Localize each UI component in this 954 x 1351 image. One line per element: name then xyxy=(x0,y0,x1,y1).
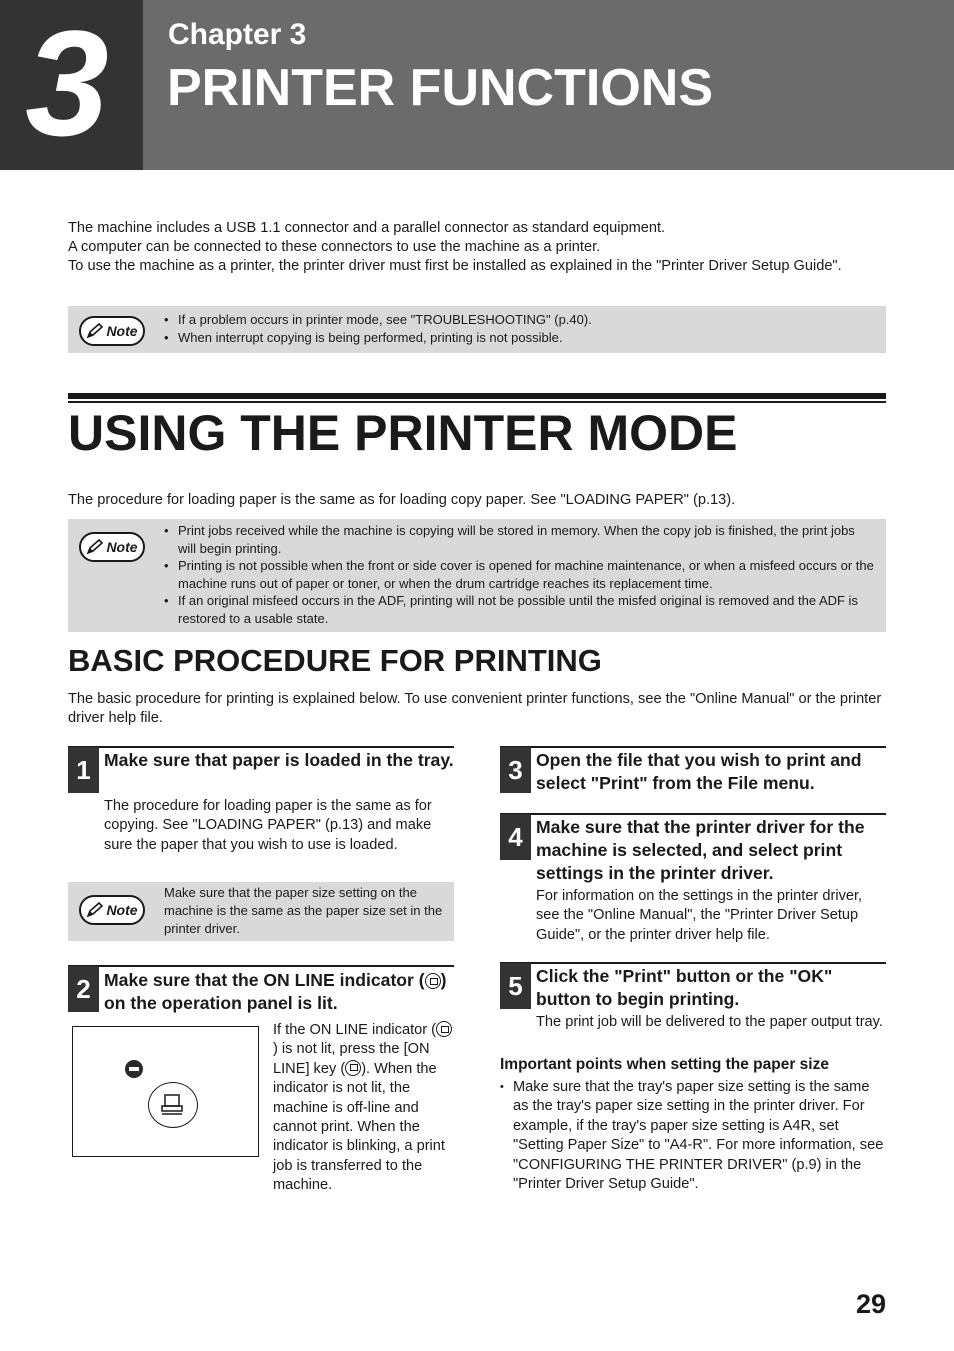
chapter-title: PRINTER FUNCTIONS xyxy=(167,59,713,117)
note-badge xyxy=(79,532,145,562)
step-rule xyxy=(500,813,886,815)
note-item: • Print jobs received while the machine is copying will be stored in memory. When the copy job is finished, the print jobs will begin printing. xyxy=(164,522,876,557)
step-title-part: Make sure that the ON LINE indicator ( xyxy=(104,970,425,990)
intro-paragraph xyxy=(68,219,886,277)
step-body: The print job will be delivered to the paper output tray. xyxy=(536,1014,883,1030)
step-title-part: ) on the operation panel is lit. xyxy=(104,970,447,1013)
chapter-label: Chapter 3 xyxy=(168,18,307,51)
step-rule xyxy=(68,746,454,748)
online-icon xyxy=(436,1021,452,1037)
online-indicator-icon xyxy=(125,1060,143,1078)
intro-line: The machine includes a USB 1.1 connector and a parallel connector as standard equipment. xyxy=(68,220,666,236)
step-rule xyxy=(500,746,886,748)
note-box xyxy=(68,882,454,941)
note-item: • If a problem occurs in printer mode, see "TROUBLESHOOTING" (p.40). xyxy=(164,311,874,329)
step-number: 3 xyxy=(500,747,531,793)
subsection-title: BASIC PROCEDURE FOR PRINTING xyxy=(68,643,602,678)
important-list xyxy=(500,1078,886,1194)
pencil-icon xyxy=(86,539,104,555)
section-rule xyxy=(68,393,886,399)
step-title: Open the file that you wish to print and select "Print" from the File menu. xyxy=(536,750,862,793)
important-heading: Important points when setting the paper size xyxy=(500,1056,829,1073)
section-title: USING THE PRINTER MODE xyxy=(68,405,738,461)
intro-line: A computer can be connected to these connectors to use the machine as a printer. xyxy=(68,239,601,256)
note-text: Make sure that the paper size setting on the machine is the same as the paper size set in the printer driver. xyxy=(164,885,443,936)
operation-panel-illustration xyxy=(72,1026,259,1157)
chapter-number: 3 xyxy=(25,0,105,167)
online-key-icon xyxy=(345,1060,361,1076)
step-body: The procedure for loading paper is the same as for copying. See "LOADING PAPER" (p.13) and make sure the paper that you wish to use is loaded. xyxy=(104,798,432,853)
note-badge xyxy=(79,895,145,925)
note-box xyxy=(68,519,886,632)
step-number: 4 xyxy=(500,814,531,860)
note-item: • If an original misfeed occurs in the ADF, printing will not be possible until the misfed original is removed and the ADF is restored to a usable state. xyxy=(164,592,876,627)
step-number: 5 xyxy=(500,963,531,1009)
important-item: • Make sure that the tray's paper size setting is the same as the tray's paper size setting in the printer driver. For example, if the tray's paper size setting is A4R, set "Setting Paper Size" to "A4-R". For more information, see "CONFIGURING THE PRINTER DRIVER" (p.9) in the "Printer Driver Setup Guide". xyxy=(500,1078,886,1194)
subsection-intro: The basic procedure for printing is explained below. To use convenient printer functions, see the "Online Manual" or the printer driver help file. xyxy=(68,691,882,727)
note-label: Note xyxy=(106,902,138,918)
section-rule-thin xyxy=(68,401,886,403)
step-title: Make sure that paper is loaded in the tray. xyxy=(104,750,454,770)
step-title xyxy=(104,969,454,1015)
intro-line: To use the machine as a printer, the printer driver must first be installed as explained in the "Printer Driver Setup Guide". xyxy=(68,258,842,275)
note-list xyxy=(164,311,874,346)
step-body xyxy=(273,1021,456,1196)
step-number: 2 xyxy=(68,966,99,1012)
note-label: Note xyxy=(106,539,138,555)
step-rule xyxy=(68,965,454,967)
step-rule xyxy=(500,962,886,964)
step-body: For information on the settings in the printer driver, see the "Online Manual", the "Printer Driver Setup Guide", or the printer driver help file. xyxy=(536,888,863,943)
note-item: • Printing is not possible when the front or side cover is opened for machine maintenance, or when a misfeed occurs or the machine runs out of paper or toner, or when the drum cartridge reaches its replacement time. xyxy=(164,557,876,592)
note-label: Note xyxy=(106,323,138,339)
step-body-part: If the ON LINE indicator ( xyxy=(273,1022,437,1038)
note-box xyxy=(68,306,886,353)
online-key-icon xyxy=(148,1082,198,1128)
chapter-number-block xyxy=(0,0,143,170)
step-number: 1 xyxy=(68,747,99,793)
note-badge xyxy=(79,316,145,346)
page-number: 29 xyxy=(855,1289,886,1319)
pencil-icon xyxy=(86,902,104,918)
pencil-icon xyxy=(86,323,104,339)
step-body-part: ) is not lit, press the [ON LINE] key ( xyxy=(273,1041,430,1077)
section-intro: The procedure for loading paper is the same as for loading copy paper. See "LOADING PAPER" (p.13). xyxy=(68,492,736,508)
step-title: Make sure that the printer driver for the machine is selected, and select print settings in the printer driver. xyxy=(536,817,865,883)
note-list xyxy=(164,522,876,628)
step-body-part: ). When the indicator is not lit, the machine is off-line and cannot print. When the indicator is blinking, a print job is transferred to the machine. xyxy=(273,1060,445,1194)
step-title: Click the "Print" button or the "OK" button to begin printing. xyxy=(536,966,833,1009)
online-icon xyxy=(425,973,441,989)
note-item: • When interrupt copying is being performed, printing is not possible. xyxy=(164,329,874,347)
printer-icon xyxy=(160,1093,186,1117)
